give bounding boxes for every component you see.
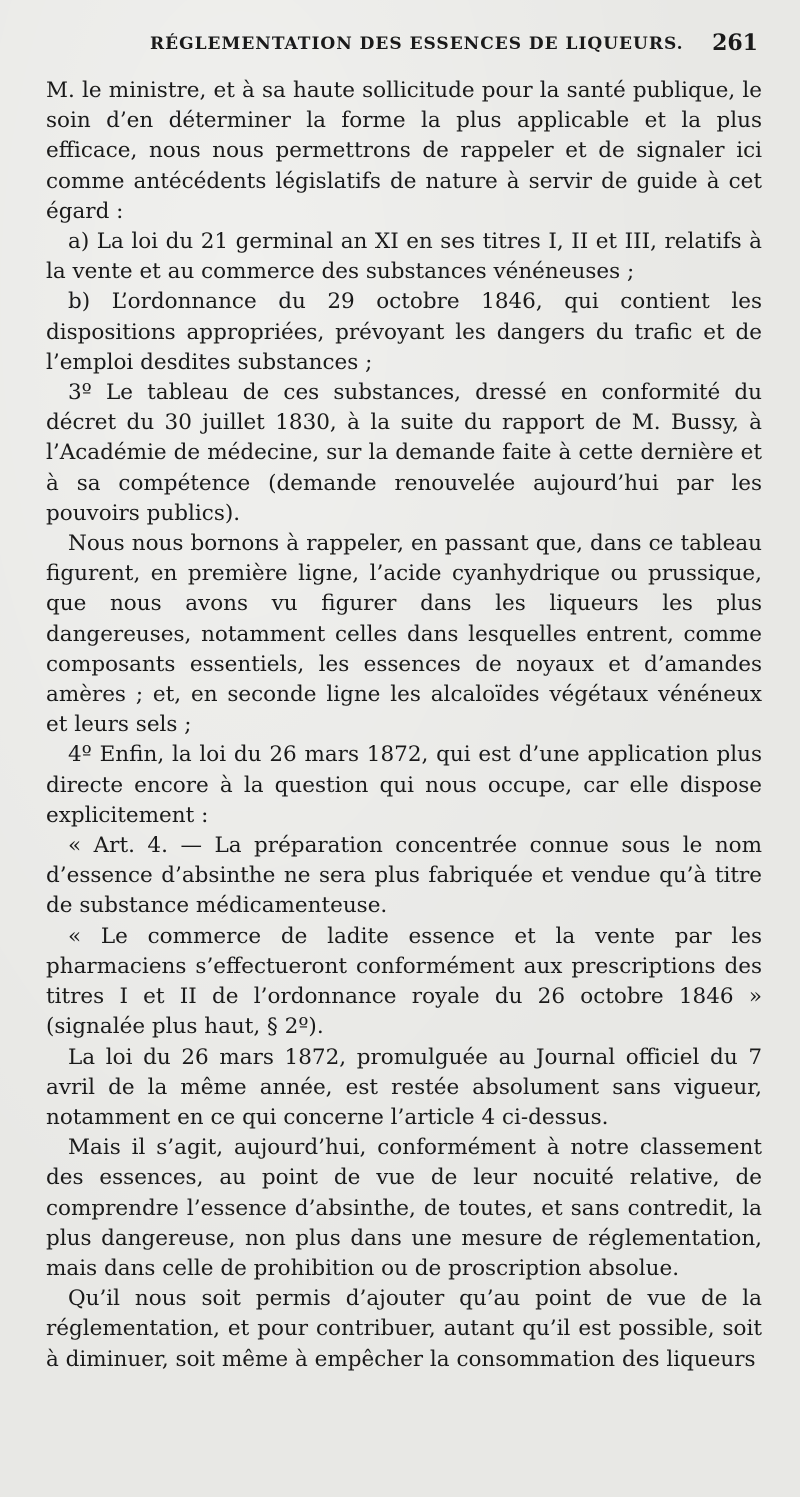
paragraph: « Art. 4. — La préparation concentrée connue sous le nom d’essence d’absinthe ne sera plus fabriquée et vendue qu’à titre de substance médicamenteuse. (46, 833, 762, 919)
body-text (46, 76, 762, 1375)
paragraph: La loi du 26 mars 1872, promulguée au Journal officiel du 7 avril de la même année, est restée absolument sans vigueur, notamment en ce qui concerne l’article 4 ci-dessus. (46, 1044, 762, 1130)
paragraph: Nous nous bornons à rappeler, en passant que, dans ce tableau figurent, en première ligne, l’acide cyanhydrique ou prussique, que nous avons vu figurer dans les liqueurs les plus dangereuses, notamment celles dans lesquelles entrent, comme composants essentiels, les essences de noyaux et d’amandes amères ; et, en seconde ligne les alcaloïdes végétaux vénéneux et leurs sels ; (46, 531, 762, 738)
paragraph: Qu’il nous soit permis d’ajouter qu’au point de vue de la réglementation, et pour contribuer, autant qu’il est possible, soit à diminuer, soit même à empêcher la consommation des liqueurs (46, 1286, 762, 1372)
paragraph: a) La loi du 21 germinal an XI en ses titres I, II et III, relatifs à la vente et au commerce des substances vénéneuses ; (46, 229, 762, 285)
paragraph: 3º Le tableau de ces substances, dressé en conformité du décret du 30 juillet 1830, à la suite du rapport de M. Bussy, à l’Académie de médecine, sur la demande faite à cette dernière et à sa compétence (demande renouvelée aujourd’hui par les pouvoirs publics). (46, 380, 762, 526)
running-title: RÉGLEMENTATION DES ESSENCES DE LIQUEURS. (150, 34, 684, 54)
paragraph: 4º Enfin, la loi du 26 mars 1872, qui est d’une application plus directe encore à la question qui nous occupe, car elle dispose explicitement : (46, 742, 762, 828)
paragraph: « Le commerce de ladite essence et la vente par les pharmaciens s’effectueront conformément aux prescriptions des titres I et II de l’ordonnance royale du 26 octobre 1846 » (signalée plus haut, § 2º). (46, 923, 762, 1040)
page-number: 261 (712, 30, 758, 56)
running-header (46, 30, 762, 70)
paragraph: M. le ministre, et à sa haute sollicitude pour la santé publique, le soin d’en déterminer la forme la plus applicable et la plus efficace, nous nous permettrons de rappeler et de signaler ici comme antécédents législatifs de nature à servir de guide à cet égard : (46, 78, 762, 224)
paragraph: b) L’ordonnance du 29 octobre 1846, qui contient les dispositions appropriées, prévoyant les dangers du trafic et de l’emploi desdites substances ; (46, 289, 762, 375)
paragraph: Mais il s’agit, aujourd’hui, conformément à notre classement des essences, au point de vue de leur nocuité relative, de comprendre l’essence d’absinthe, de toutes, et sans contredit, la plus dangereuse, non plus dans une mesure de réglementation, mais dans celle de prohibition ou de proscription absolue. (46, 1135, 762, 1281)
